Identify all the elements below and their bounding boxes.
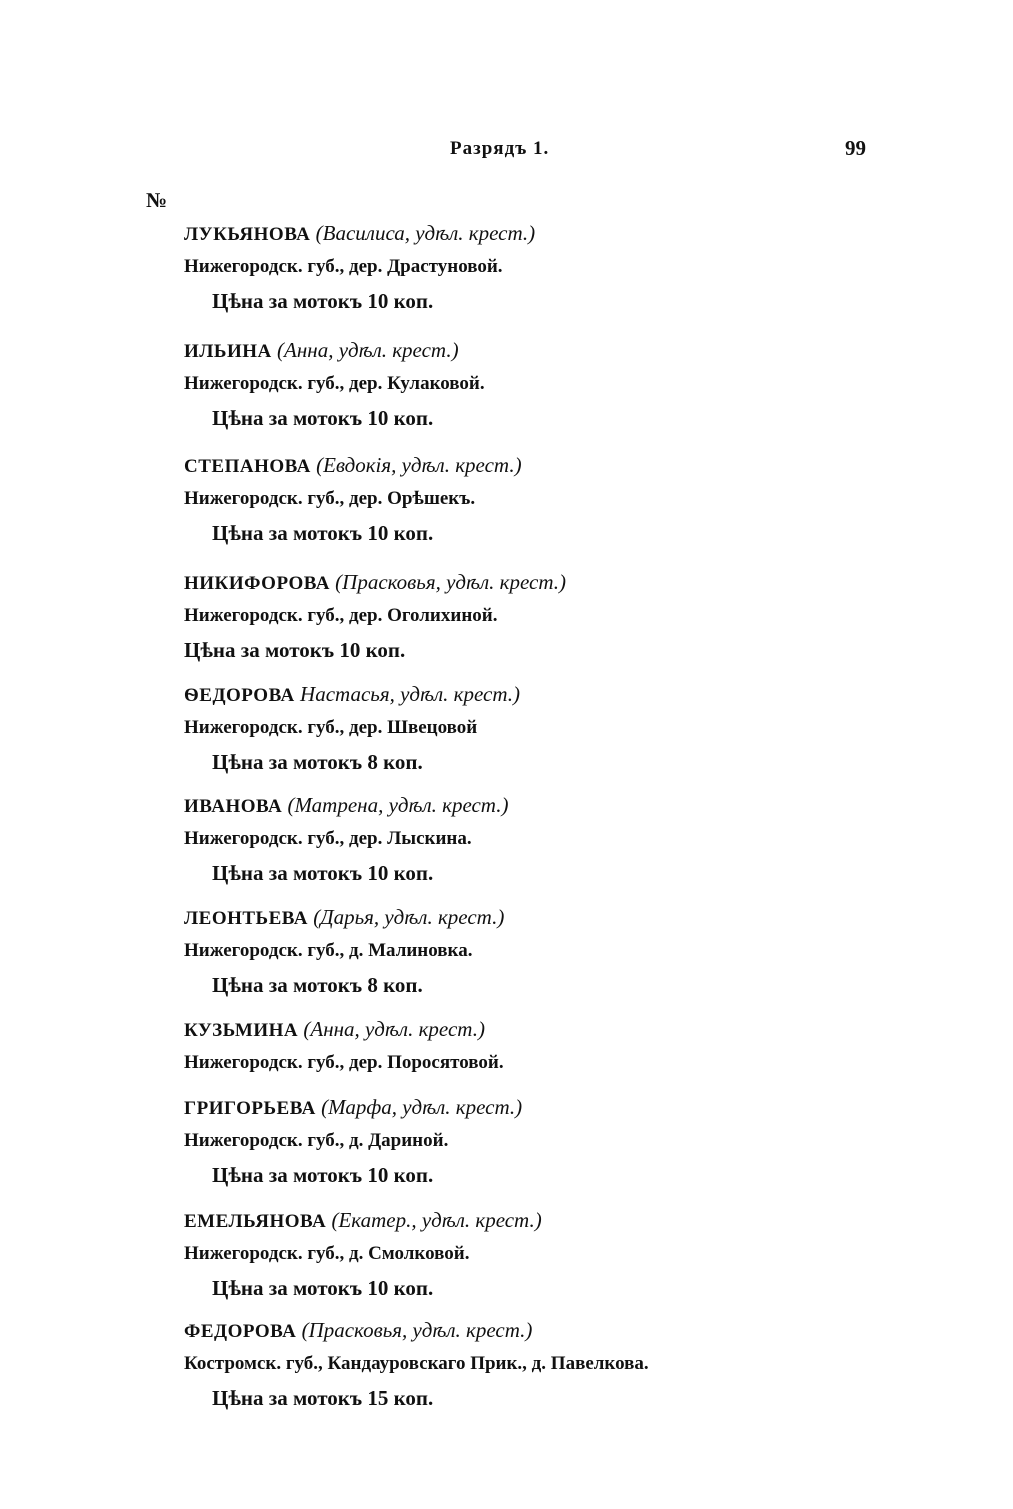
entry-price: Цѣна за мотокъ 8 коп.: [212, 973, 423, 997]
entry-place: Нижегородск. губ., дер. Оголихиной.: [184, 605, 498, 626]
entry: [184, 900, 884, 1002]
entry-price: Цѣна за мотокъ 10 коп.: [212, 861, 434, 885]
entry-price: Цѣна за мотокъ 10 коп.: [212, 289, 434, 313]
entry-place: Нижегородск. губ., д. Дариной.: [184, 1130, 449, 1151]
entry-heading: [184, 216, 884, 250]
entry-name: ѲЕДОРОВА: [184, 685, 295, 706]
entry-price: Цѣна за мотокъ 15 коп.: [212, 1386, 434, 1410]
entry-place: Нижегородск. губ., дер. Поросятовой.: [184, 1052, 504, 1073]
entry-price: Цѣна за мотокъ 8 коп.: [212, 750, 423, 774]
entry-place: Нижегородск. губ., дер. Лыскина.: [184, 828, 472, 849]
entry-name: ИВАНОВА: [184, 796, 283, 817]
entry-place: Костромск. губ., Кандауровскаго Прик., д. Павелкова.: [184, 1353, 649, 1374]
entry-detail: (Дарья, удѣл. крест.): [313, 905, 505, 929]
entry-detail: (Анна, удѣл. крест.): [277, 338, 459, 362]
entry-detail: (Екатер., удѣл. крест.): [331, 1208, 542, 1232]
entry-place: Нижегородск. губ., дер. Кулаковой.: [184, 373, 485, 394]
entry-place: Нижегородск. губ., дер. Орѣшекъ.: [184, 488, 476, 509]
entry: [184, 216, 884, 318]
entry-detail: Настасья, удѣл. крест.): [300, 682, 520, 706]
entry-name: ГРИГОРЬЕВА: [184, 1098, 316, 1119]
entry-place: Нижегородск. губ., д. Малиновка.: [184, 940, 473, 961]
entry-name: ЕМЕЛЬЯНОВА: [184, 1211, 327, 1232]
entry: [184, 1090, 884, 1192]
entry-name: ФЕДОРОВА: [184, 1321, 297, 1342]
entry-price: Цѣна за мотокъ 10 коп.: [212, 406, 434, 430]
entry-heading: [184, 677, 884, 711]
entry-heading: [184, 448, 884, 482]
entry: [184, 565, 884, 667]
entry: [184, 1313, 884, 1415]
entry: [184, 1203, 884, 1305]
section-title: Разрядъ 1.: [450, 138, 550, 159]
entry-detail: (Прасковья, удѣл. крест.): [335, 570, 567, 594]
entry-heading: [184, 788, 884, 822]
entry: [184, 448, 884, 550]
entry-detail: (Марфа, удѣл. крест.): [321, 1095, 523, 1119]
entry-price: Цѣна за мотокъ 10 коп.: [212, 1276, 434, 1300]
entry-place: Нижегородск. губ., дер. Швецовой: [184, 717, 478, 738]
entry: [184, 1012, 884, 1080]
entry-name: КУЗЬМИНА: [184, 1020, 299, 1041]
entry-heading: [184, 333, 884, 367]
page-number: 99: [845, 136, 866, 160]
entry-heading: [184, 1313, 884, 1347]
entry-detail: (Матрена, удѣл. крест.): [287, 793, 509, 817]
entry-name: ЛУКЬЯНОВА: [184, 224, 311, 245]
entry-heading: [184, 900, 884, 934]
entry-detail: (Евдокія, удѣл. крест.): [316, 453, 522, 477]
entry-detail: (Анна, удѣл. крест.): [303, 1017, 485, 1041]
entry-detail: (Прасковья, удѣл. крест.): [301, 1318, 533, 1342]
entry-place: Нижегородск. губ., д. Смолковой.: [184, 1243, 470, 1264]
entry-price: Цѣна за мотокъ 10 коп.: [212, 521, 434, 545]
entry: [184, 788, 884, 890]
entry-heading: [184, 1203, 884, 1237]
entry-price: Цѣна за мотокъ 10 коп.: [212, 1163, 434, 1187]
entry: [184, 677, 884, 779]
entry-heading: [184, 1012, 884, 1046]
entry-price: Цѣна за мотокъ 10 коп.: [184, 638, 406, 662]
entry-detail: (Василиса, удѣл. крест.): [315, 221, 536, 245]
entry-name: СТЕПАНОВА: [184, 456, 311, 477]
number-sign: №: [146, 188, 168, 212]
entry-name: ИЛЬИНА: [184, 341, 272, 362]
entry-heading: [184, 565, 884, 599]
entry: [184, 333, 884, 435]
entry-heading: [184, 1090, 884, 1124]
entry-place: Нижегородск. губ., дер. Драстуновой.: [184, 256, 503, 277]
entry-name: НИКИФОРОВА: [184, 573, 330, 594]
entry-name: ЛЕОНТЬЕВА: [184, 908, 308, 929]
